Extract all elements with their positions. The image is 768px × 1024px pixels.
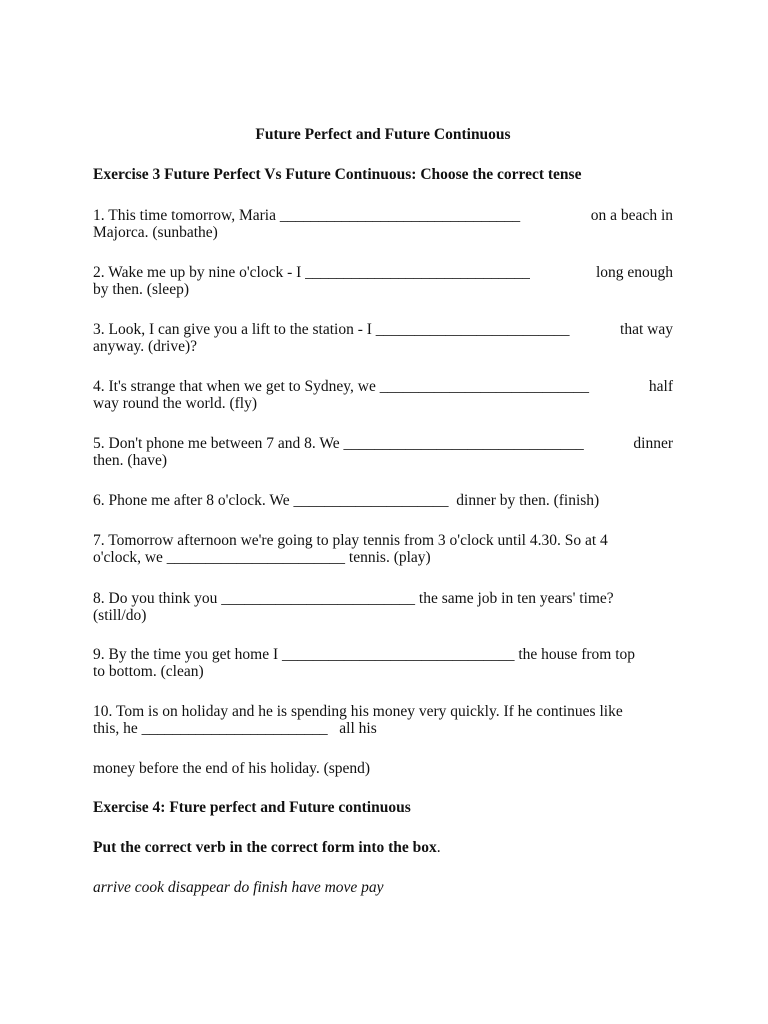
question-6-text: 6. Phone me after 8 o'clock. We ____________________ dinner by then. (finish): [93, 492, 600, 509]
question-5-line2: then. (have): [93, 452, 168, 469]
question-8: [93, 590, 673, 624]
question-9: [93, 646, 673, 680]
question-3-line2: anyway. (drive)?: [93, 338, 197, 355]
question-10-line2: this, he ________________________ all his: [93, 720, 377, 737]
question-1: [93, 207, 673, 241]
question-1-tail: on a beach in: [590, 207, 673, 224]
word-bank: arrive cook disappear do finish have move pay: [93, 879, 384, 896]
question-3-text: 3. Look, I can give you a lift to the station - I _________________________: [93, 321, 570, 338]
question-2-line2: by then. (sleep): [93, 281, 189, 298]
question-3-tail: that way: [620, 321, 673, 338]
question-7: [93, 532, 673, 566]
question-3: [93, 321, 673, 355]
page-title: Future Perfect and Future Continuous: [255, 126, 511, 143]
question-4-tail: half: [648, 378, 673, 395]
instruction-text: Put the correct verb in the correct form into the box: [93, 839, 437, 856]
question-10-continuation: [93, 760, 673, 777]
question-10: [93, 703, 673, 737]
question-1-text: 1. This time tomorrow, Maria _______________________________: [93, 207, 521, 224]
question-10-line3: money before the end of his holiday. (spend): [93, 760, 371, 777]
question-10-text: 10. Tom is on holiday and he is spending his money very quickly. If he continues like: [93, 703, 623, 720]
question-5: [93, 435, 673, 469]
question-4-line2: way round the world. (fly): [93, 395, 257, 412]
exercise-3-heading: Exercise 3 Future Perfect Vs Future Continuous: Choose the correct tense: [93, 166, 582, 183]
question-2: [93, 264, 673, 298]
exercise-4-instruction: [93, 839, 441, 857]
question-2-tail: long enough: [595, 264, 673, 281]
instruction-period: .: [436, 839, 441, 856]
question-9-text: 9. By the time you get home I ______________________________ the house from top: [93, 646, 636, 663]
question-1-line2: Majorca. (sunbathe): [93, 224, 218, 241]
question-8-line2: (still/do): [93, 607, 147, 624]
question-2-text: 2. Wake me up by nine o'clock - I _____________________________: [93, 264, 530, 281]
question-8-text: 8. Do you think you _________________________ the same job in ten years' time?: [93, 590, 614, 607]
question-4-text: 4. It's strange that when we get to Sydney, we ___________________________: [93, 378, 589, 395]
question-6: [93, 492, 673, 509]
question-9-line2: to bottom. (clean): [93, 663, 204, 680]
question-5-tail: dinner: [633, 435, 673, 452]
question-7-text: 7. Tomorrow afternoon we're going to play tennis from 3 o'clock until 4.30. So at 4: [93, 532, 608, 549]
question-5-text: 5. Don't phone me between 7 and 8. We _______________________________: [93, 435, 584, 452]
exercise-4-heading: Exercise 4: Fture perfect and Future continuous: [93, 799, 411, 816]
question-7-line2: o'clock, we _______________________ tennis. (play): [93, 549, 431, 566]
question-4: [93, 378, 673, 412]
